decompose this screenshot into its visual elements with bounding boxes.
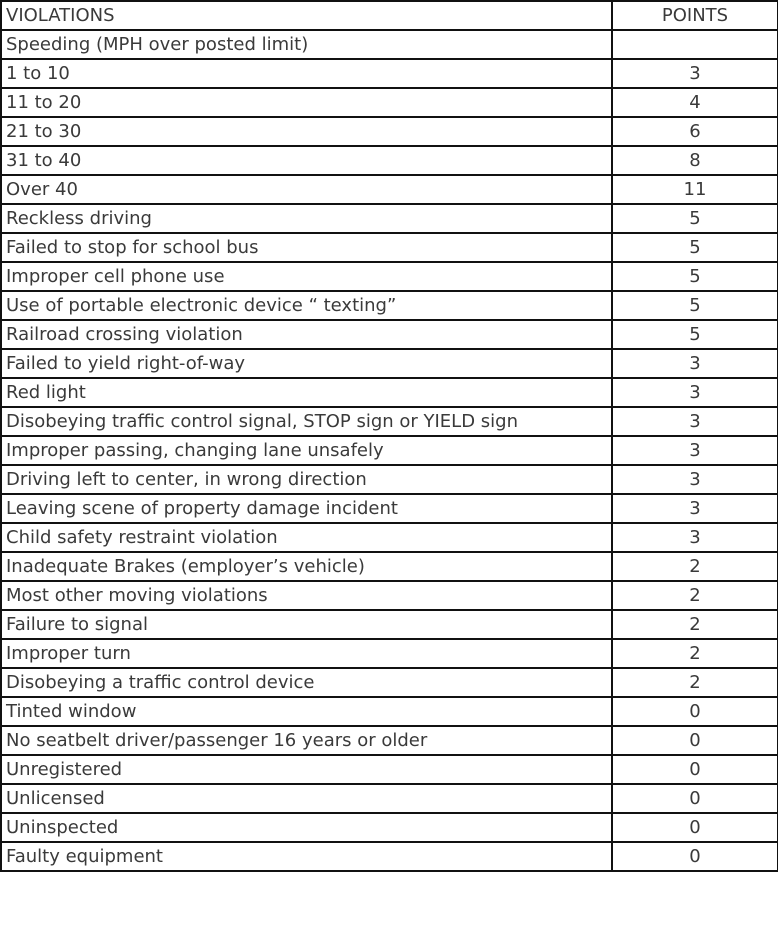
table-row bbox=[1, 842, 778, 871]
points-cell: 3 bbox=[612, 378, 778, 407]
points-cell: 3 bbox=[612, 59, 778, 88]
table-row bbox=[1, 88, 778, 117]
violation-cell: Disobeying traffic control signal, STOP sign or YIELD sign bbox=[1, 407, 612, 436]
points-cell: 3 bbox=[612, 349, 778, 378]
points-cell: 2 bbox=[612, 552, 778, 581]
violation-cell: Improper cell phone use bbox=[1, 262, 612, 291]
table-row bbox=[1, 610, 778, 639]
points-cell: 2 bbox=[612, 639, 778, 668]
table-body bbox=[1, 30, 778, 871]
violation-cell: Speeding (MPH over posted limit) bbox=[1, 30, 612, 59]
table-row bbox=[1, 668, 778, 697]
table-row bbox=[1, 204, 778, 233]
table-row bbox=[1, 813, 778, 842]
table-row bbox=[1, 407, 778, 436]
points-cell: 5 bbox=[612, 320, 778, 349]
violation-cell: Uninspected bbox=[1, 813, 612, 842]
points-cell: 0 bbox=[612, 784, 778, 813]
points-cell: 3 bbox=[612, 494, 778, 523]
violation-cell: 1 to 10 bbox=[1, 59, 612, 88]
points-cell: 5 bbox=[612, 204, 778, 233]
points-cell: 0 bbox=[612, 813, 778, 842]
violation-cell: Railroad crossing violation bbox=[1, 320, 612, 349]
violation-cell: Failed to stop for school bus bbox=[1, 233, 612, 262]
violation-cell: Disobeying a traffic control device bbox=[1, 668, 612, 697]
table-row bbox=[1, 523, 778, 552]
table-row bbox=[1, 436, 778, 465]
violation-cell: Unregistered bbox=[1, 755, 612, 784]
table-row bbox=[1, 262, 778, 291]
points-cell: 0 bbox=[612, 697, 778, 726]
table-row bbox=[1, 726, 778, 755]
table-row bbox=[1, 146, 778, 175]
violation-cell: Improper passing, changing lane unsafely bbox=[1, 436, 612, 465]
points-cell: 5 bbox=[612, 262, 778, 291]
table-row bbox=[1, 494, 778, 523]
violations-column-header: VIOLATIONS bbox=[1, 1, 612, 30]
table-row bbox=[1, 465, 778, 494]
violation-cell: Leaving scene of property damage incident bbox=[1, 494, 612, 523]
points-cell: 0 bbox=[612, 726, 778, 755]
table-row bbox=[1, 639, 778, 668]
violation-cell: 11 to 20 bbox=[1, 88, 612, 117]
table-row bbox=[1, 697, 778, 726]
points-cell: 6 bbox=[612, 117, 778, 146]
points-cell: 0 bbox=[612, 842, 778, 871]
violation-cell: Tinted window bbox=[1, 697, 612, 726]
table-row bbox=[1, 59, 778, 88]
table-row bbox=[1, 233, 778, 262]
violation-cell: 31 to 40 bbox=[1, 146, 612, 175]
violation-cell: Faulty equipment bbox=[1, 842, 612, 871]
violation-cell: Inadequate Brakes (employer’s vehicle) bbox=[1, 552, 612, 581]
table-row bbox=[1, 117, 778, 146]
points-cell: 4 bbox=[612, 88, 778, 117]
points-cell: 2 bbox=[612, 668, 778, 697]
table-row bbox=[1, 581, 778, 610]
violation-cell: Failure to signal bbox=[1, 610, 612, 639]
points-cell: 8 bbox=[612, 146, 778, 175]
table-header-row bbox=[1, 1, 778, 30]
points-cell: 3 bbox=[612, 465, 778, 494]
points-cell: 0 bbox=[612, 755, 778, 784]
violation-cell: Use of portable electronic device “ texting” bbox=[1, 291, 612, 320]
points-column-header: POINTS bbox=[612, 1, 778, 30]
violation-cell: Most other moving violations bbox=[1, 581, 612, 610]
violation-cell: No seatbelt driver/passenger 16 years or older bbox=[1, 726, 612, 755]
table-row bbox=[1, 378, 778, 407]
table-row bbox=[1, 291, 778, 320]
points-cell: 2 bbox=[612, 610, 778, 639]
table-row bbox=[1, 320, 778, 349]
violation-cell: Improper turn bbox=[1, 639, 612, 668]
violation-cell: Red light bbox=[1, 378, 612, 407]
points-cell: 3 bbox=[612, 407, 778, 436]
violation-cell: Driving left to center, in wrong direction bbox=[1, 465, 612, 494]
points-cell: 2 bbox=[612, 581, 778, 610]
table-row bbox=[1, 784, 778, 813]
points-cell: 5 bbox=[612, 233, 778, 262]
violation-cell: 21 to 30 bbox=[1, 117, 612, 146]
table-row bbox=[1, 175, 778, 204]
table-row bbox=[1, 349, 778, 378]
points-cell bbox=[612, 30, 778, 59]
points-cell: 11 bbox=[612, 175, 778, 204]
points-cell: 3 bbox=[612, 523, 778, 552]
points-cell: 5 bbox=[612, 291, 778, 320]
violation-cell: Unlicensed bbox=[1, 784, 612, 813]
violation-cell: Over 40 bbox=[1, 175, 612, 204]
table-row bbox=[1, 552, 778, 581]
violation-cell: Failed to yield right-of-way bbox=[1, 349, 612, 378]
table-row bbox=[1, 755, 778, 784]
violation-cell: Child safety restraint violation bbox=[1, 523, 612, 552]
table-row bbox=[1, 30, 778, 59]
points-cell: 3 bbox=[612, 436, 778, 465]
violation-cell: Reckless driving bbox=[1, 204, 612, 233]
